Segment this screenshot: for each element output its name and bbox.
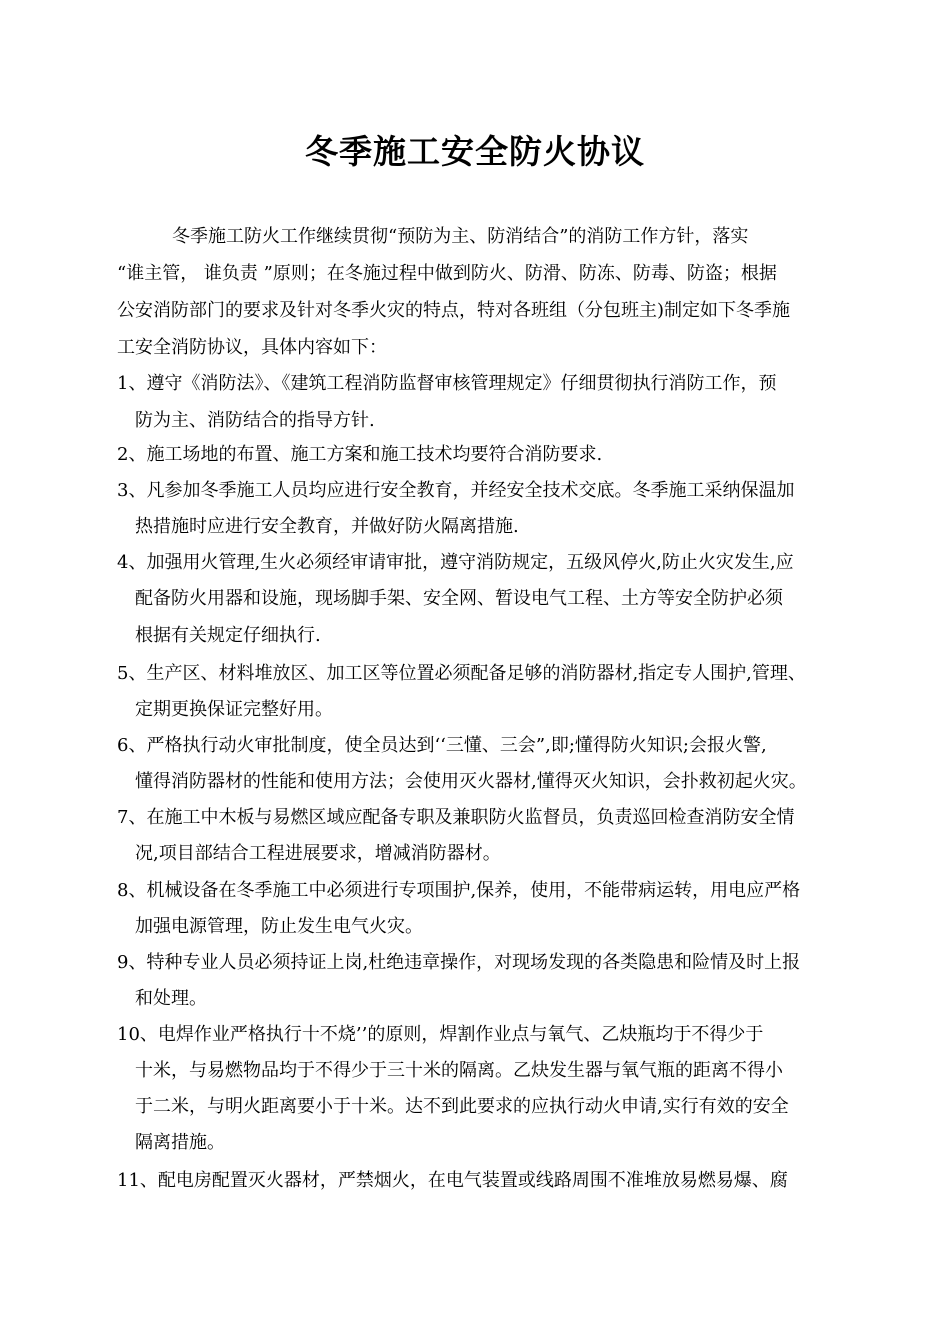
document-title: 冬季施工安全防火协议 bbox=[305, 132, 645, 171]
list-item-line: 11、配电房配置灭火器材，严禁烟火，在电气装置或线路周围不准堆放易燃易爆、腐 bbox=[117, 1170, 788, 1191]
list-item-line: 防为主、消防结合的指导方针. bbox=[135, 410, 375, 431]
intro-line: “谁主管， 谁负责 ”原则；在冬施过程中做到防火、防滑、防冻、防毒、防盗；根据 bbox=[117, 263, 777, 284]
list-item-line: 3、凡参加冬季施工人员均应进行安全教育，并经安全技术交底。冬季施工采纳保温加 bbox=[117, 480, 795, 501]
list-item-line: 5、生产区、材料堆放区、加工区等位置必须配备足够的消防器材,指定专人围护,管理、 bbox=[117, 663, 806, 684]
list-item-line: 9、特种专业人员必须持证上岗,杜绝违章操作，对现场发现的各类隐患和险情及时上报 bbox=[117, 952, 801, 973]
list-item-line: 1、遵守《消防法》、《建筑工程消防监督审核管理规定》仔细贯彻执行消防工作，预 bbox=[117, 373, 777, 394]
intro-line: 公安消防部门的要求及针对冬季火灾的特点，特对各班组（分包班主)制定如下冬季施 bbox=[117, 300, 791, 321]
list-item-line: 10、电焊作业严格执行十不烧’’的原则，焊割作业点与氧气、乙炔瓶均于不得少于 bbox=[117, 1024, 764, 1045]
list-item-line: 根据有关规定仔细执行. bbox=[135, 625, 321, 646]
list-item-line: 加强电源管理，防止发生电气火灾。 bbox=[135, 916, 423, 937]
intro-line: 工安全消防协议，具体内容如下： bbox=[117, 337, 387, 358]
list-item-line: 懂得消防器材的性能和使用方法；会使用灭火器材,懂得灭火知识，会扑救初起火灾。 bbox=[135, 771, 807, 792]
list-item-line: 定期更换保证完整好用。 bbox=[135, 699, 333, 720]
list-item-line: 6、严格执行动火审批制度，使全员达到‘‘三懂、三会”,即;懂得防火知识;会报火警, bbox=[117, 735, 767, 756]
list-item-line: 4、加强用火管理,生火必须经审请审批，遵守消防规定，五级风停火,防止火灾发生,应 bbox=[117, 552, 794, 573]
list-item-line: 隔离措施。 bbox=[135, 1132, 225, 1153]
list-item-line: 8、机械设备在冬季施工中必须进行专项围护,保养，使用，不能带病运转，用电应严格 bbox=[117, 880, 801, 901]
list-item-line: 2、施工场地的布置、施工方案和施工技术均要符合消防要求. bbox=[117, 444, 603, 465]
list-item-line: 于二米，与明火距离要小于十米。达不到此要求的应执行动火申请,实行有效的安全 bbox=[135, 1096, 789, 1117]
intro-line: 冬季施工防火工作继续贯彻“预防为主、防消结合”的消防工作方针，落实 bbox=[172, 226, 749, 247]
list-item-line: 热措施时应进行安全教育，并做好防火隔离措施. bbox=[135, 516, 519, 537]
list-item-line: 和处理。 bbox=[135, 988, 207, 1009]
list-item-line: 配备防火用器和设施，现场脚手架、安全网、暂设电气工程、土方等安全防护必须 bbox=[135, 588, 783, 609]
list-item-line: 十米，与易燃物品均于不得少于三十米的隔离。乙炔发生器与氧气瓶的距离不得小 bbox=[135, 1060, 783, 1081]
list-item-line: 7、在施工中木板与易燃区域应配备专职及兼职防火监督员，负责巡回检查消防安全情 bbox=[117, 807, 795, 828]
list-item-line: 况,项目部结合工程进展要求，增减消防器材。 bbox=[135, 843, 501, 864]
